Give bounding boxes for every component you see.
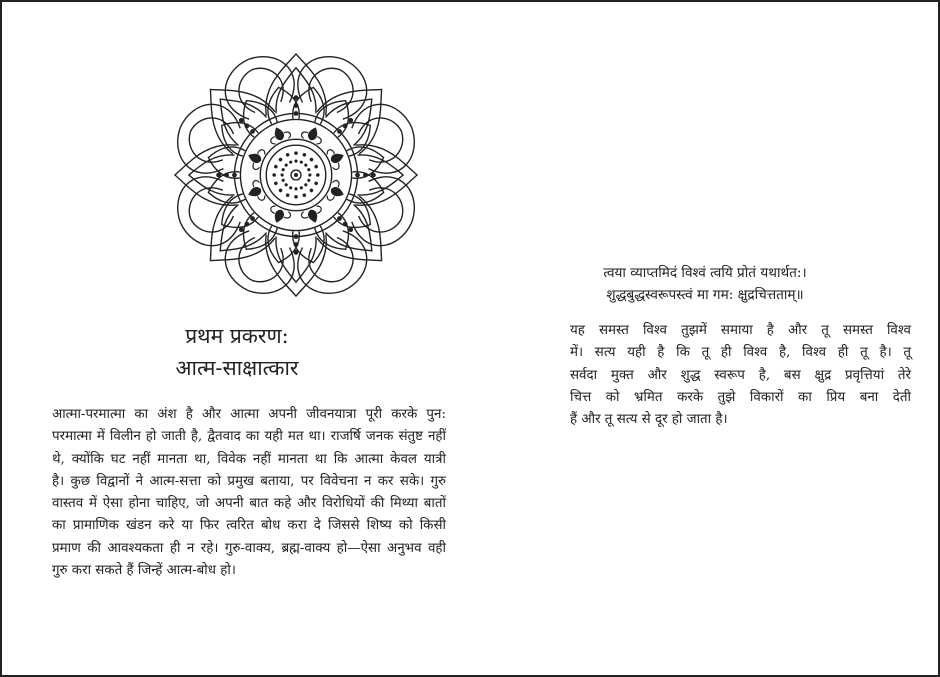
paragraph-line: प्रमाण की आवश्यकता ही न रहे। गुरु-वाक्य, ब्रह्म-वाक्य हो—ऐसा अनुभव वही (52, 540, 446, 556)
paragraph-line: वास्तव में ऐसा होना चाहिए, जो अपनी बात कहे और विरोधियों की मिथ्या बातों (52, 496, 446, 512)
chapter-title: आत्म-साक्षात्कार (175, 356, 299, 380)
paragraph-line: में। सत्य यही है कि तू ही विश्व है, विश्व ही तू है। तू (570, 345, 911, 361)
left-paragraph (52, 404, 446, 582)
paragraph-line: थे, क्योंकि घट नहीं मानता था, विवेक नहीं मानता था कि आत्मा केवल यात्री (52, 451, 446, 467)
right-paragraph (570, 320, 911, 431)
mandala-icon (167, 46, 425, 304)
verse-line: शुद्धबुद्धस्वरूपस्त्वं मा गम: क्षुद्रचित्तताम्॥ (606, 287, 804, 303)
paragraph-line: चित्त को भ्रमित करके तुझे विकारों का प्रिय बना देती (570, 389, 911, 405)
paragraph-line: परमात्मा में विलीन हो जाती है, द्वैतवाद का यही मत था। राजर्षि जनक संतुष्ट नहीं (52, 429, 446, 445)
paragraph-line: है। कुछ विद्वानों ने आत्म-सत्ता को प्रमुख बताया, पर विवेचना न कर सके। गुरु (52, 473, 446, 489)
paragraph-line: आत्मा-परमात्मा का अंश है और आत्मा अपनी जीवनयात्रा पूरी करके पुन: (52, 407, 446, 422)
paragraph-line: हैं और तू सत्य से दूर हो जाता है। (570, 412, 728, 428)
left-page (2, 2, 472, 675)
paragraph-line: सर्वदा मुक्त और शुद्ध स्वरूप है, बस क्षुद्र प्रवृत्तियां तेरे (570, 367, 911, 383)
verse-line: त्वया व्याप्तमिदं विश्वं त्वयि प्रोतं यथार्थत:। (603, 265, 807, 281)
paragraph-line: का प्रामाणिक खंडन करे या फिर त्वरित बोध करा दे जिससे शिष्य को किसी (52, 518, 446, 534)
paragraph-line: यह समस्त विश्व तुझमें समाया है और तू समस्त विश्व (570, 323, 911, 338)
paragraph-line: गुरु करा सकते हैं जिन्हें आत्म-बोध हो। (52, 563, 236, 579)
right-page (472, 2, 938, 675)
chapter-number: प्रथम प्रकरण: (185, 324, 289, 348)
